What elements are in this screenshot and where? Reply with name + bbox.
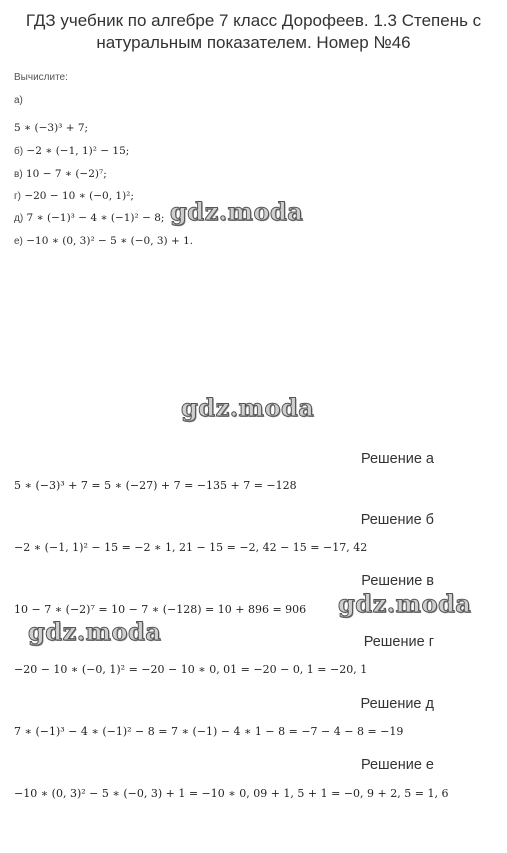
task-label: е) [14, 236, 23, 247]
task-item-v [14, 168, 107, 180]
task-label: а) [14, 95, 23, 106]
task-item-a [14, 122, 88, 134]
task-item-b [14, 145, 129, 157]
task-expression: 7 ∗ (−1)³ − 4 ∗ (−1)² − 8; [26, 212, 165, 224]
solution-heading-v: Решение в [361, 573, 434, 589]
solution-heading-e: Решение е [360, 757, 434, 773]
task-item-g [14, 190, 134, 202]
task-label: б) [14, 146, 24, 157]
solution-text-d: 7 ∗ (−1)³ − 4 ∗ (−1)² − 8 = 7 ∗ (−1) − 4 ∗ 1 − 8 = −7 − 4 − 8 = −19 [14, 725, 404, 738]
task-expression: −10 ∗ (0, 3)² − 5 ∗ (−0, 3) + 1. [26, 235, 194, 247]
task-expression: −2 ∗ (−1, 1)² − 15; [26, 145, 130, 157]
task-item-d [14, 212, 164, 224]
solution-text-v: 10 − 7 ∗ (−2)⁷ = 10 − 7 ∗ (−128) = 10 + 896 = 906 [14, 603, 307, 616]
solution-heading-a: Решение а [360, 451, 434, 467]
task-label: д) [14, 213, 24, 224]
watermark-logo: gdz.moda [170, 197, 304, 226]
watermark-logo: gdz.moda [181, 393, 315, 422]
solution-heading-g: Решение г [363, 634, 434, 650]
task-label: г) [14, 191, 21, 202]
page-title: ГДЗ учебник по алгебре 7 класс Дорофеев. 1.3 Степень с натуральным показателем. Номер №46 [25, 11, 482, 52]
solution-text-a: 5 ∗ (−3)³ + 7 = 5 ∗ (−27) + 7 = −135 + 7 = −128 [14, 479, 297, 492]
solution-text-g: −20 − 10 ∗ (−0, 1)² = −20 − 10 ∗ 0, 01 = −20 − 0, 1 = −20, 1 [14, 663, 368, 676]
task-expression: 10 − 7 ∗ (−2)⁷; [26, 168, 107, 180]
watermark-logo: gdz.moda [338, 589, 472, 618]
solution-heading-d: Решение д [360, 696, 434, 712]
solution-text-e: −10 ∗ (0, 3)² − 5 ∗ (−0, 3) + 1 = −10 ∗ 0, 09 + 1, 5 + 1 = −0, 9 + 2, 5 = 1, 6 [14, 787, 449, 800]
task-expression: −20 − 10 ∗ (−0, 1)²; [24, 190, 134, 202]
task-label: в) [14, 169, 23, 180]
solution-heading-b: Решение б [360, 512, 434, 528]
task-expression: 5 ∗ (−3)³ + 7; [14, 122, 89, 134]
watermark-logo: gdz.moda [28, 617, 162, 646]
task-item-e [14, 235, 193, 247]
task-item-a-label [14, 94, 23, 106]
task-prompt: Вычислите: [14, 72, 68, 83]
solution-text-b: −2 ∗ (−1, 1)² − 15 = −2 ∗ 1, 21 − 15 = −2, 42 − 15 = −17, 42 [14, 541, 368, 554]
